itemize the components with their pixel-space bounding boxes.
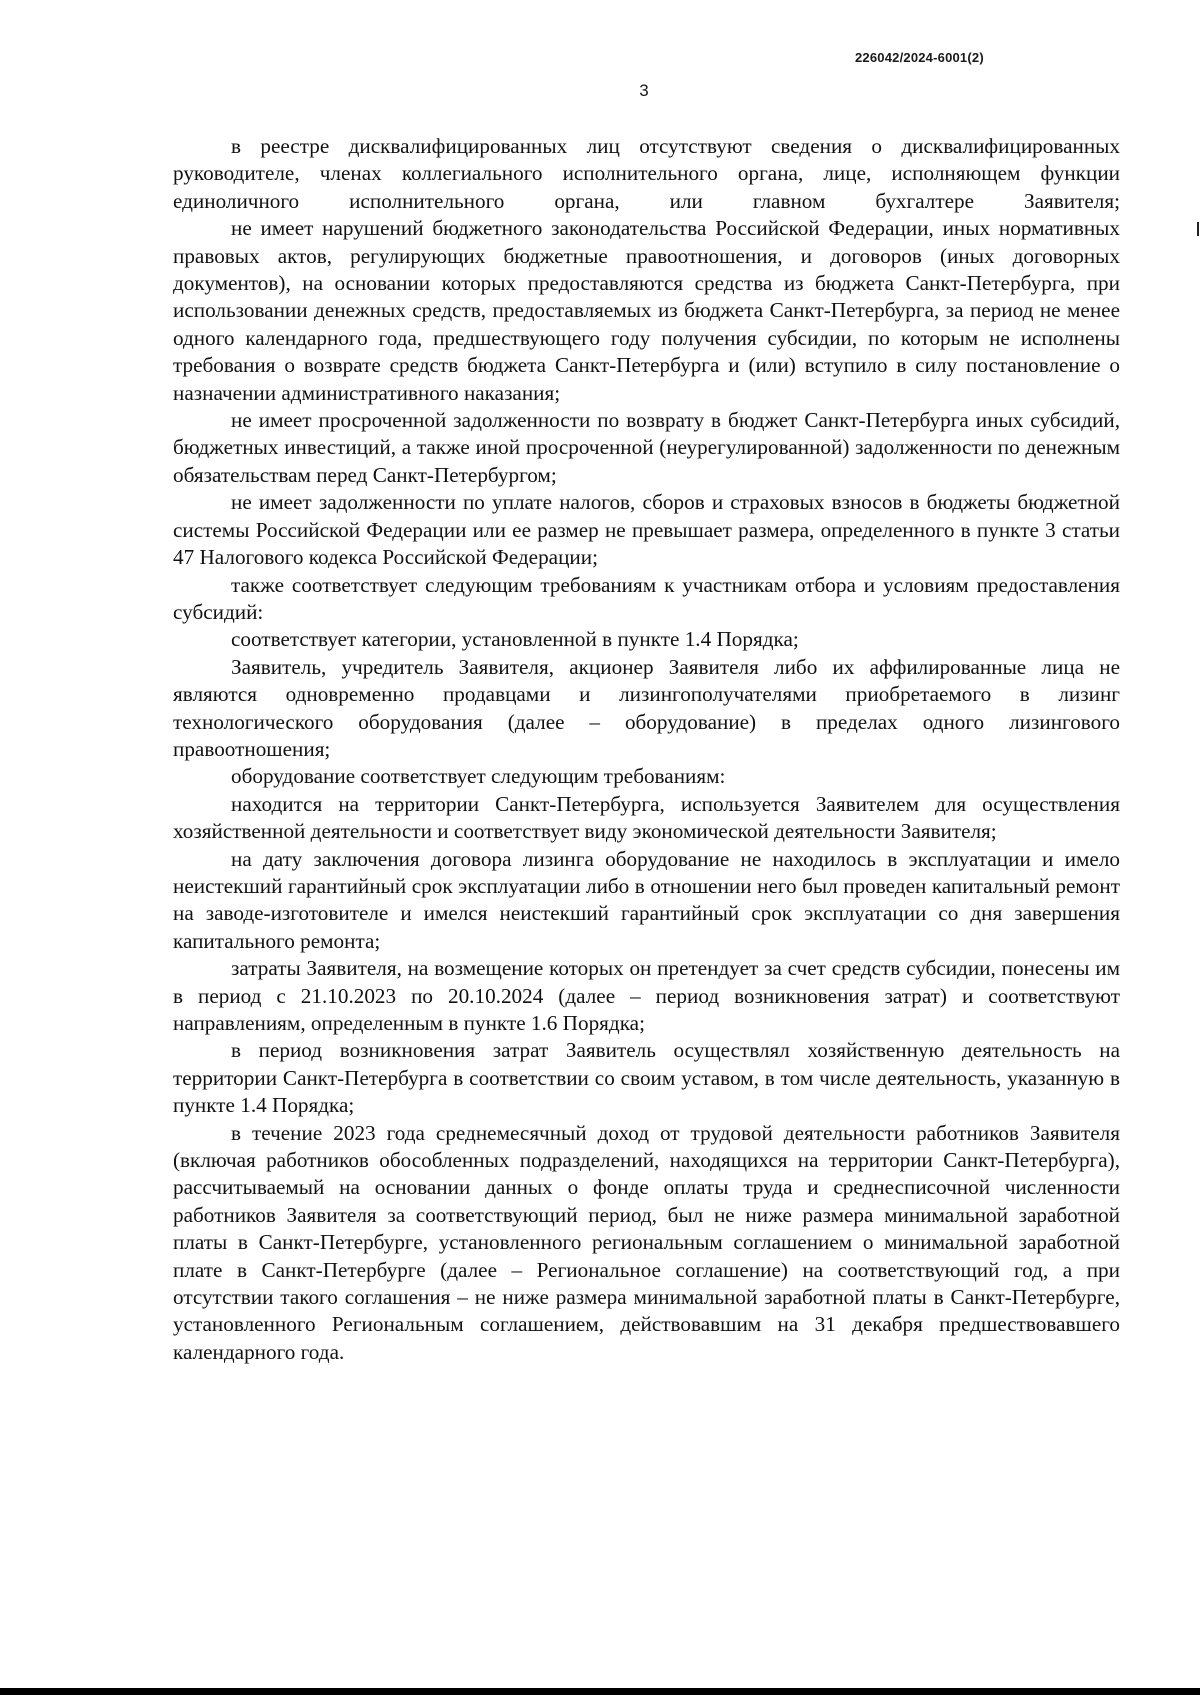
paragraph-equipment-requirements: оборудование соответствует следующим требованиям: bbox=[231, 764, 726, 789]
paragraph-equipment-location: находится на территории Санкт-Петербурга, используется Заявителем для осуществления хозяйственной деятельности и соответствует виду экономической деятельности Заявителя; bbox=[173, 791, 1120, 844]
paragraph-equipment-warranty: на дату заключения договора лизинга оборудование не находилось в эксплуатации и имело неистекший гарантийный срок эксплуатации либо в отношении него был проведен капитальный ремонт на заводе-изготовителе и имелся неистекший гарантийный срок эксплуатации со дня завершения капитального ремонта; bbox=[173, 846, 1120, 953]
paragraph-disqualified-persons: в реестре дисквалифицированных лиц отсутствуют сведения о дисквалифицированных руководителе, членах коллегиального исполнительного органа, лице, исполняющем функции единоличного исполнительного органа, или главном бухгалтере Заявителя; bbox=[173, 134, 1120, 213]
paragraph-budget-violations: не имеет нарушений бюджетного законодательства Российской Федерации, иных нормативных правовых актов, регулирующих бюджетные правоотношения, и договоров (иных договорных документов), на основании которых предоставляются средства из бюджета Санкт-Петербурга, при использовании денежных средств, предоставляемых из бюджета Санкт-Петербурга, за период не менее одного календарного года, предшествующего году получения субсидии, по которым не исполнены требования о возврате средств бюджета Санкт-Петербурга и (или) вступило в силу постановление о назначении административного наказания; bbox=[173, 216, 1120, 405]
document-body bbox=[173, 133, 1120, 1366]
document-registration-number: 226042/2024-6001(2) bbox=[855, 50, 984, 65]
paragraph-affiliated-persons: Заявитель, учредитель Заявителя, акционер Заявителя либо их аффилированные лица не являются одновременно продавцами и лизингополучателями приобретаемого в лизинг технологического оборудования (далее – оборудование) в пределах одного лизингового правоотношения; bbox=[173, 654, 1120, 761]
paragraph-category: соответствует категории, установленной в пункте 1.4 Порядка; bbox=[231, 627, 799, 652]
scan-bottom-edge bbox=[0, 1688, 1200, 1695]
paragraph-business-activity: в период возникновения затрат Заявитель осуществлял хозяйственную деятельность на территории Санкт-Петербурга в соответствии со своим уставом, в том числе деятельность, указанную в пункте 1.4 Порядка; bbox=[173, 1038, 1120, 1118]
scan-edge-mark bbox=[1197, 222, 1199, 236]
paragraph-overdue-debt: не имеет просроченной задолженности по возврату в бюджет Санкт-Петербурга иных субсидий, бюджетных инвестиций, а также иной просроченной (неурегулированной) задолженности по денежным обязательствам перед Санкт-Петербургом; bbox=[173, 408, 1120, 487]
paragraph-selection-requirements: также соответствует следующим требованиям к участникам отбора и условиям предоставления субсидий: bbox=[173, 572, 1120, 624]
paragraph-costs-period: затраты Заявителя, на возмещение которых он претендует за счет средств субсидии, понесены им в период с 21.10.2023 по 20.10.2024 (далее – период возникновения затрат) и соответствуют направлениям, определенным в пункте 1.6 Порядка; bbox=[173, 956, 1120, 1035]
page-number: 3 bbox=[639, 81, 649, 100]
paragraph-minimum-wage: в течение 2023 года среднемесячный доход от трудовой деятельности работников Заявителя (включая работников обособленных подразделений, находящихся на территории Санкт-Петербурга), рассчитываемый на основании данных о фонде оплаты труда и среднесписочной численности работников Заявителя за соответствующий период, был не ниже размера минимальной заработной платы в Санкт-Петербурге, установленного региональным соглашением о минимальной заработной плате в Санкт-Петербурге (далее – Региональное соглашение) на соответствующий год, а при отсутствии такого соглашения – не ниже размера минимальной заработной платы в Санкт-Петербурге, установленного Региональным соглашением, действовавшим на 31 декабря предшествовавшего календарного года. bbox=[173, 1120, 1120, 1364]
paragraph-tax-debt: не имеет задолженности по уплате налогов, сборов и страховых взносов в бюджеты бюджетной системы Российской Федерации или ее размер не превышает размера, определенного в пункте 3 статьи 47 Налогового кодекса Российской Федерации; bbox=[173, 490, 1120, 570]
